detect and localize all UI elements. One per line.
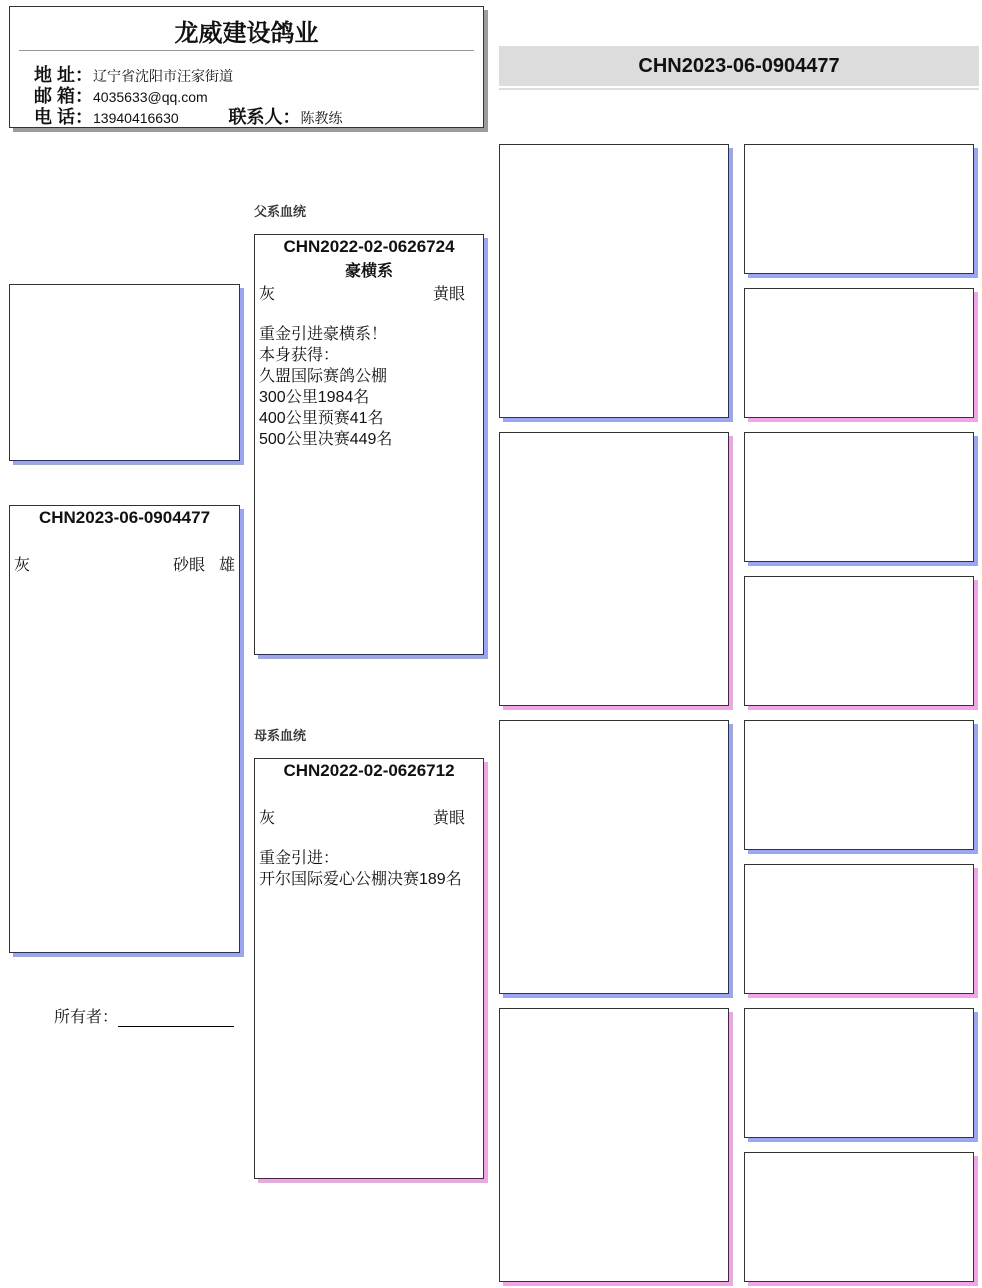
dam-section-label: 母系血统 [254, 728, 307, 743]
great-grandparent-card [744, 1152, 974, 1282]
dam-ring-number: CHN2022-02-0626712 [283, 761, 455, 780]
contact-value: 陈教练 [300, 110, 343, 126]
owner-signature-blank [118, 1011, 234, 1027]
granddam-maternal-card [499, 1008, 729, 1282]
phone-row [34, 103, 342, 129]
subject-ring-number: CHN2023-06-0904477 [38, 508, 211, 527]
great-grandparent-card [744, 720, 974, 850]
banner-underline [499, 88, 979, 90]
dam-note-line: 开尔国际爱心公棚决赛189名 [259, 871, 462, 888]
breeder-title: 龙威建设鸽业 [174, 20, 319, 47]
sire-traits [259, 281, 465, 304]
dam-color: 灰 [259, 810, 276, 827]
phone-value: 13940416630 [93, 110, 179, 126]
sire-section-label: 父系血统 [254, 204, 307, 219]
sire-notes [259, 324, 479, 450]
sire-color: 灰 [259, 286, 276, 303]
subject-color: 灰 [14, 557, 31, 574]
sire-note-line: 重金引进豪横系！ [259, 326, 388, 343]
ring-number-banner: CHN2023-06-0904477 [499, 46, 979, 86]
great-grandparent-card [744, 144, 974, 274]
grandsire-maternal-card [499, 720, 729, 994]
great-grandparent-card [744, 576, 974, 706]
granddam-paternal-card [499, 432, 729, 706]
great-grandparent-card [744, 864, 974, 994]
great-grandparent-card [744, 288, 974, 418]
great-grandparent-card [744, 1008, 974, 1138]
subject-eye: 砂眼 [172, 557, 205, 574]
subject-card [9, 505, 240, 953]
sire-card [254, 234, 484, 655]
sire-note-line: 300公里1984名 [259, 389, 370, 406]
dam-notes [259, 848, 479, 890]
sire-strain-name: 豪横系 [344, 263, 393, 280]
pigeon-photo-box [9, 284, 240, 461]
email-value: 4035633@qq.com [93, 89, 208, 105]
dam-note-line: 重金引进： [259, 850, 340, 867]
header-divider [19, 50, 474, 51]
email-label: 邮 箱： [34, 86, 94, 106]
owner-line [54, 1004, 234, 1027]
sire-ring-number: CHN2022-02-0626724 [283, 237, 455, 256]
dam-eye: 黄眼 [432, 810, 465, 827]
owner-label: 所有者： [54, 1009, 119, 1026]
dam-card [254, 758, 484, 1179]
sire-note-line: 500公里决赛449名 [259, 431, 393, 448]
sire-note-line: 本身获得： [259, 347, 340, 364]
grandsire-paternal-card [499, 144, 729, 418]
subject-sex: 雄 [218, 557, 235, 574]
subject-traits [14, 552, 235, 575]
dam-traits [259, 805, 465, 828]
sire-note-line: 久盟国际赛鸽公棚 [259, 368, 388, 385]
phone-label: 电 话： [34, 107, 94, 127]
address-label: 地 址： [34, 65, 94, 85]
sire-note-line: 400公里预赛41名 [259, 410, 384, 427]
address-value: 辽宁省沈阳市汪家街道 [93, 68, 234, 84]
great-grandparent-card [744, 432, 974, 562]
breeder-header-card [9, 6, 484, 128]
sire-eye: 黄眼 [432, 286, 465, 303]
contact-label: 联系人： [228, 107, 301, 127]
